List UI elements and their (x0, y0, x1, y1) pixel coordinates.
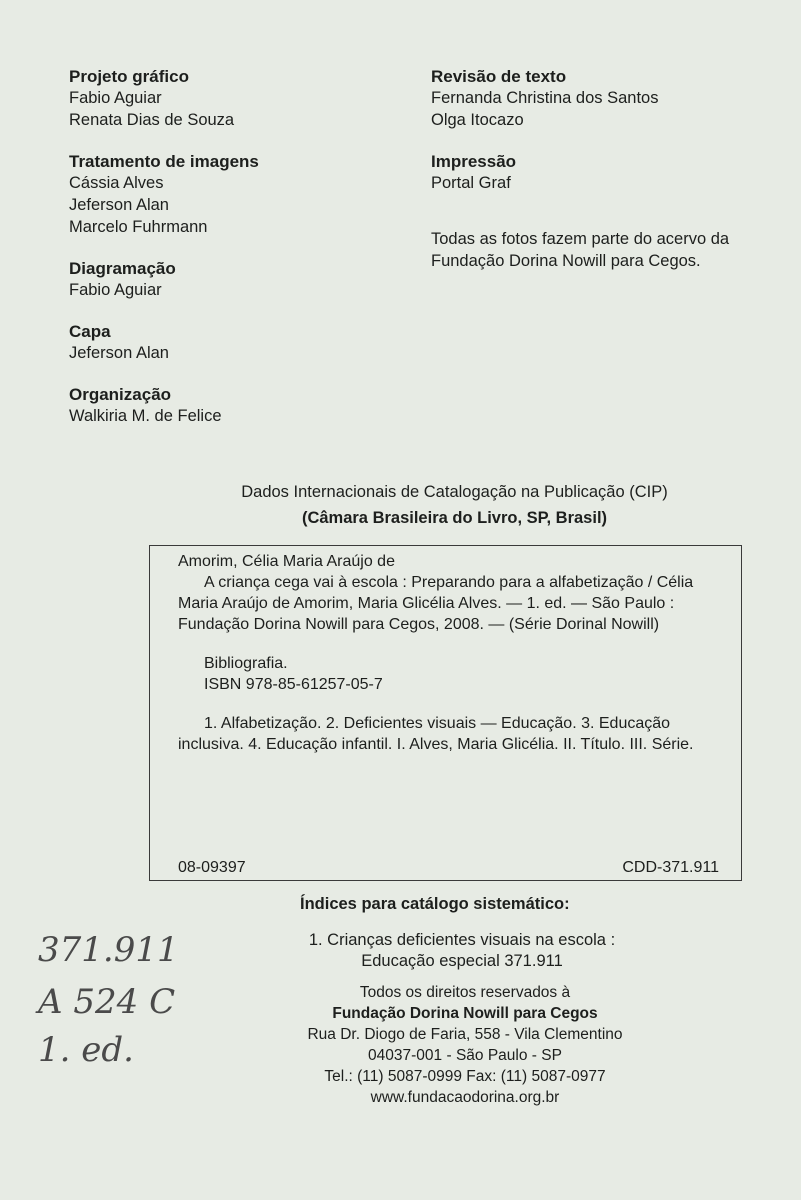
index-entry (272, 930, 652, 972)
credit-name: Walkiria M. de Felice (69, 407, 222, 425)
credit-name: Jeferson Alan (69, 196, 169, 214)
credit-role: Revisão de texto (431, 67, 567, 86)
cip-author: Amorim, Célia Maria Araújo de (178, 553, 395, 570)
photo-note-line: Fundação Dorina Nowill para Cegos. (431, 252, 701, 270)
publisher-name: Fundação Dorina Nowill para Cegos (332, 1005, 598, 1022)
credit-role: Capa (69, 322, 111, 341)
publisher-postal: 04037-001 - São Paulo - SP (368, 1047, 562, 1064)
handwriting-line: A 524 C (38, 982, 176, 1022)
index-entry-line: 1. Crianças deficientes visuais na escola : (308, 931, 616, 949)
credit-role: Tratamento de imagens (69, 152, 259, 171)
credit-name: Jeferson Alan (69, 344, 169, 362)
cip-heading: Dados Internacionais de Catalogação na Publicação (CIP) (241, 483, 668, 501)
cip-isbn: ISBN 978-85-61257-05-7 (204, 676, 383, 693)
publisher-address: Rua Dr. Diogo de Faria, 558 - Vila Clementino (307, 1026, 623, 1043)
credit-role: Projeto gráfico (69, 67, 189, 86)
cip-subheading: (Câmara Brasileira do Livro, SP, Brasil) (301, 509, 608, 527)
cip-description: A criança cega vai à escola : Preparando para a alfabetização / Célia Maria Araújo de Amorim, Maria Glicélia Alves. — 1. ed. — São Paulo : Fundação Dorina Nowill para Cegos, 2008. — (Série Dorinal Nowill) (178, 574, 694, 633)
rights-notice (270, 982, 660, 1108)
credit-name: Fernanda Christina dos Santos (431, 89, 659, 107)
publisher-website: www.fundacaodorina.org.br (370, 1089, 560, 1106)
rights-line: Todos os direitos reservados à (359, 984, 571, 1001)
photo-note (431, 228, 771, 272)
cip-record-box (149, 545, 742, 881)
credit-capa (69, 321, 409, 364)
credit-diagramacao (69, 258, 409, 301)
credit-name: Portal Graf (431, 174, 511, 192)
cip-footer (178, 857, 719, 878)
index-entry-line: Educação especial 371.911 (361, 952, 563, 970)
credit-name: Renata Dias de Souza (69, 111, 235, 129)
credit-role: Organização (69, 385, 172, 404)
cip-bibliography: Bibliografia. (204, 655, 288, 672)
credit-impressao (431, 151, 771, 194)
handwriting-line: 371.911 (38, 930, 179, 970)
cip-cdd: CDD-371.911 (622, 859, 719, 876)
photo-note-line: Todas as fotos fazem parte do acervo da (431, 230, 730, 248)
credits-right-column (431, 66, 771, 272)
cip-record-number: 08-09397 (178, 859, 246, 876)
credit-revisao-texto (431, 66, 771, 131)
credit-role: Diagramação (69, 259, 176, 278)
credit-name: Fabio Aguiar (69, 89, 162, 107)
handwriting-line: 1. ed. (38, 1030, 134, 1070)
credit-tratamento-imagens (69, 151, 409, 238)
credit-projeto-grafico (69, 66, 409, 131)
cip-subjects: 1. Alfabetização. 2. Deficientes visuais — Educação. 3. Educação inclusiva. 4. Educação infantil. I. Alves, Maria Glicélia. II. Título. III. Série. (178, 715, 694, 753)
credit-role: Impressão (431, 152, 517, 171)
cip-bibliography-block (178, 653, 719, 695)
credit-name: Cássia Alves (69, 174, 164, 192)
index-title: Índices para catálogo sistemático: (300, 895, 570, 913)
credits-left-column (69, 66, 409, 447)
credit-organizacao (69, 384, 409, 427)
credit-name: Olga Itocazo (431, 111, 524, 129)
publisher-phones: Tel.: (11) 5087-0999 Fax: (11) 5087-0977 (324, 1068, 606, 1085)
credit-name: Fabio Aguiar (69, 281, 162, 299)
credit-name: Marcelo Fuhrmann (69, 218, 208, 236)
